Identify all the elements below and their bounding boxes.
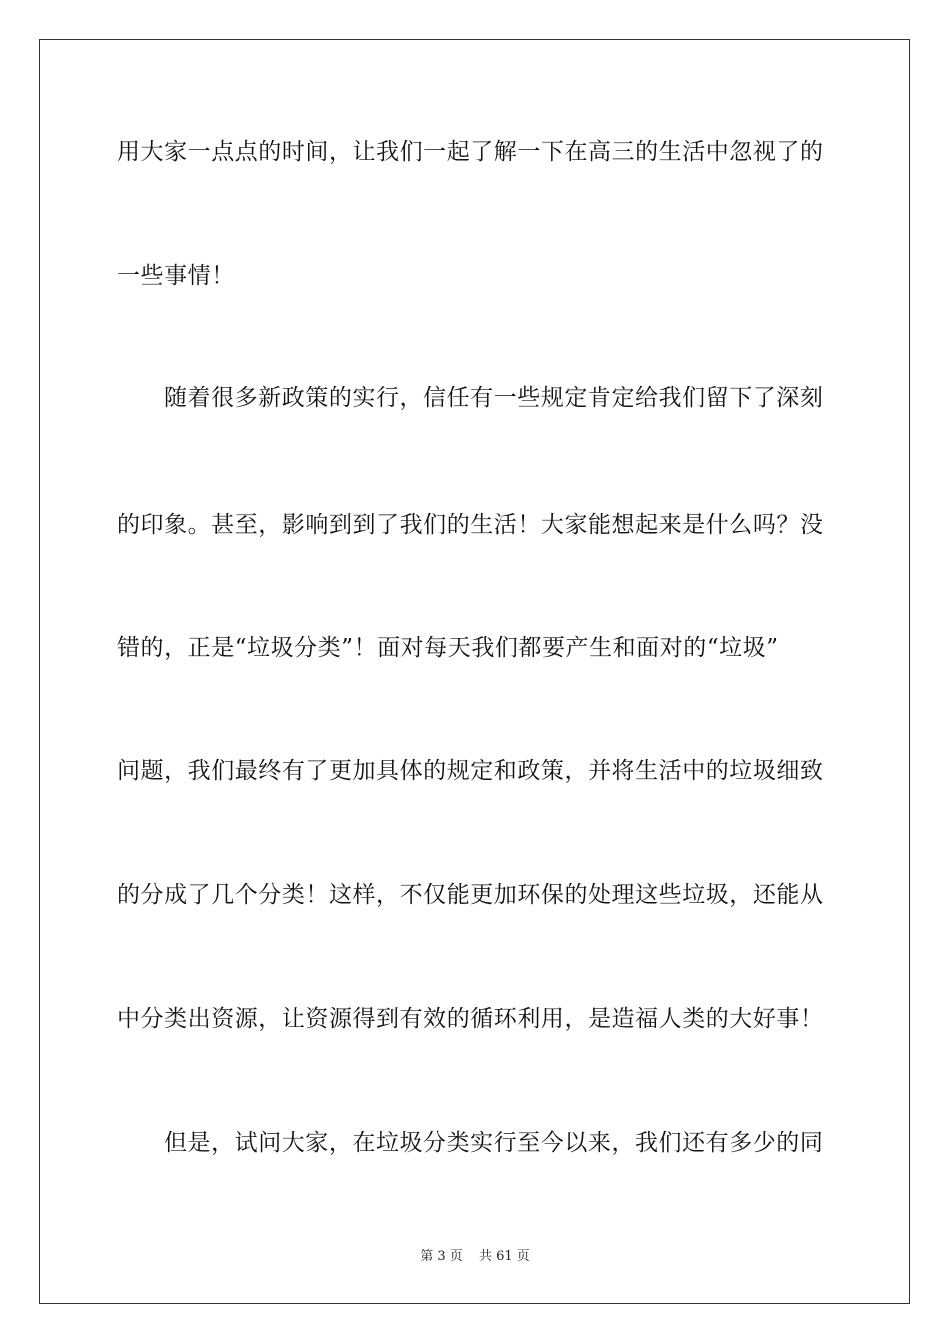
page-footer (0, 1248, 950, 1266)
body-line-2: 一些事情！ (117, 263, 235, 289)
body-line-1: 用大家一点点的时间，让我们一起了解一下在高三的生活中忽视了的 (117, 139, 824, 165)
total-pages: 共 61 页 (478, 1249, 530, 1264)
page-number: 第 3 页 (420, 1249, 463, 1264)
body-line-4: 的印象。甚至，影响到到了我们的生活！大家能想起来是什么吗？没 (117, 512, 824, 538)
body-line-5: 错的，正是“垃圾分类”！面对每天我们都要产生和面对的“垃圾” (117, 635, 779, 661)
body-line-3: 随着很多新政策的实行，信任有一些规定肯定给我们留下了深刻 (164, 385, 824, 411)
body-line-6: 问题，我们最终有了更加具体的规定和政策，并将生活中的垃圾细致 (117, 758, 824, 784)
body-line-7: 的分成了几个分类！这样，不仅能更加环保的处理这些垃圾，还能从 (117, 882, 824, 908)
body-line-8: 中分类出资源，让资源得到有效的循环利用，是造福人类的大好事！ (117, 1006, 824, 1032)
page-border (39, 39, 910, 1304)
body-line-9: 但是，试问大家，在垃圾分类实行至今以来，我们还有多少的同 (164, 1130, 824, 1156)
